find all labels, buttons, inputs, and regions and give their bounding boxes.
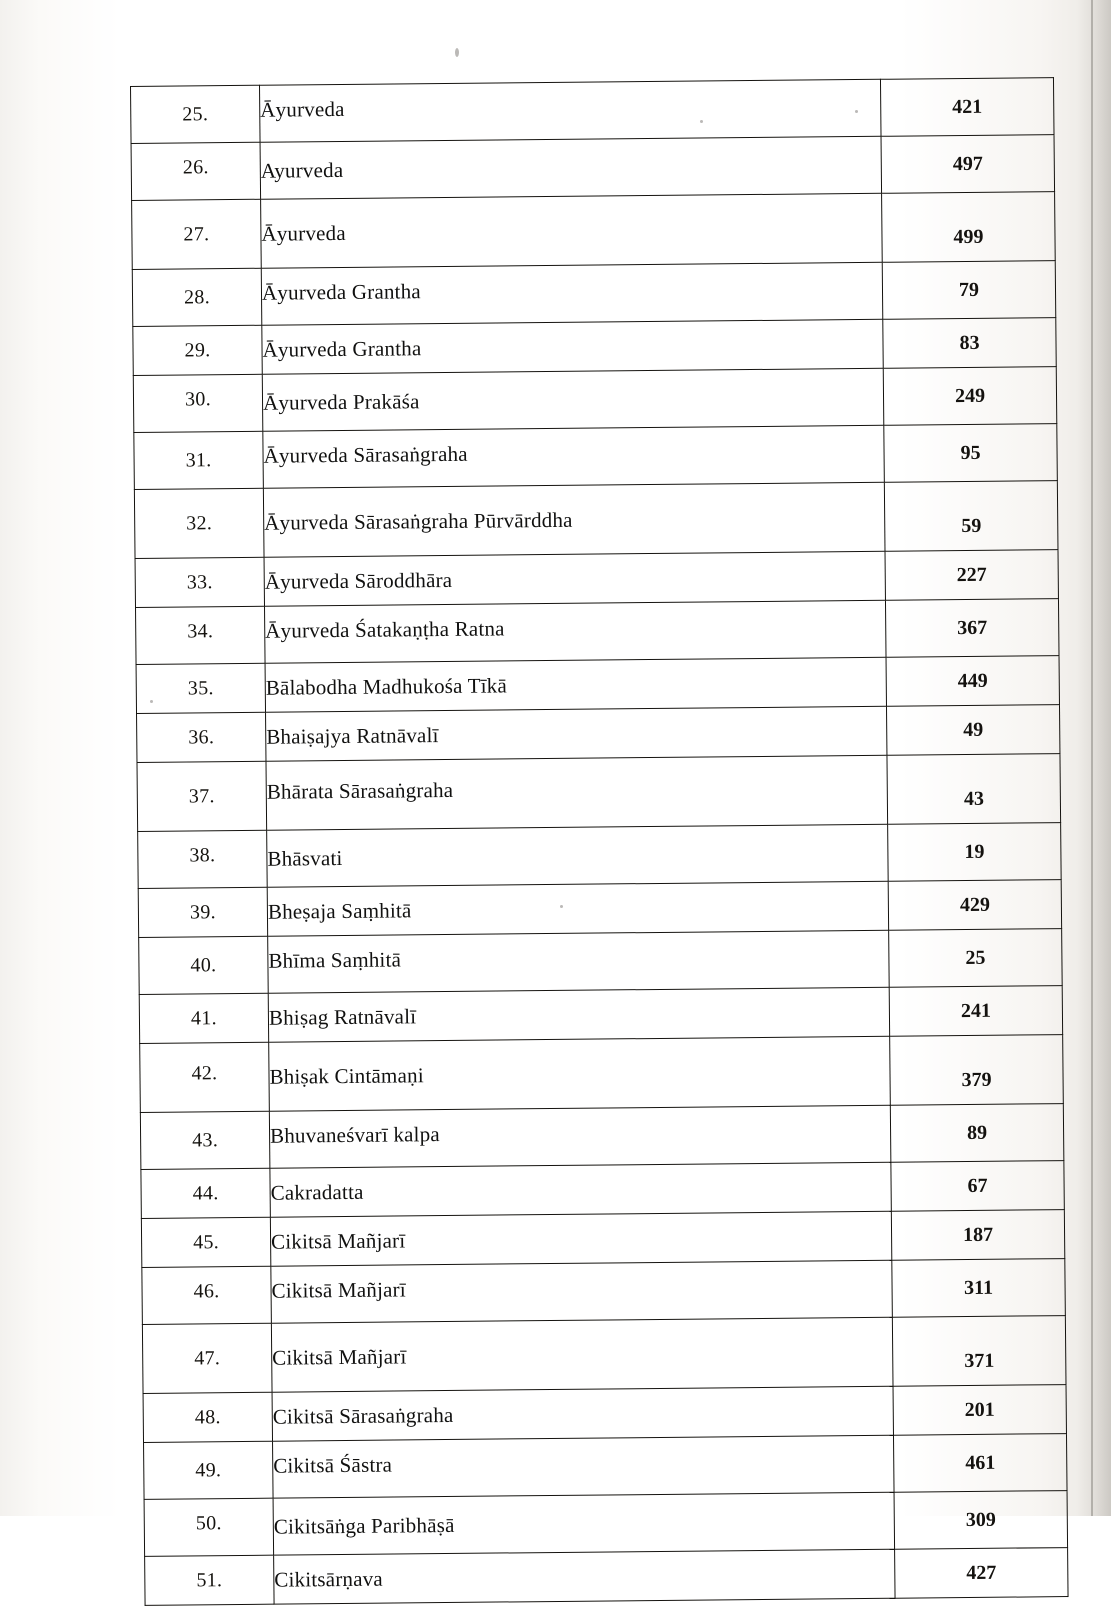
row-serial-number: 39. — [138, 887, 267, 937]
row-page-number: 311 — [892, 1259, 1066, 1318]
row-page-number: 187 — [891, 1210, 1064, 1261]
row-title: Cikitsārṇava — [274, 1549, 895, 1604]
row-page-number: 25 — [889, 929, 1063, 988]
table-row — [140, 1035, 1064, 1113]
row-page-number: 367 — [885, 599, 1059, 658]
row-serial-number: 37. — [137, 761, 267, 831]
row-page-number: 497 — [881, 135, 1055, 194]
table-row — [133, 318, 1056, 376]
row-page-number: 371 — [892, 1316, 1066, 1387]
row-page-number: 59 — [884, 481, 1058, 552]
row-page-number: 79 — [882, 261, 1056, 320]
table-row — [139, 929, 1063, 995]
table-row — [136, 656, 1059, 714]
row-page-number: 49 — [886, 705, 1059, 756]
row-title: Bhaiṣajya Ratnāvalī — [266, 706, 887, 761]
row-serial-number: 35. — [136, 663, 265, 713]
row-serial-number: 34. — [136, 606, 266, 664]
row-serial-number: 31. — [134, 431, 264, 489]
row-serial-number: 40. — [139, 936, 269, 994]
row-title: Āyurveda Prakāśa — [262, 368, 884, 431]
row-serial-number: 29. — [133, 325, 262, 375]
row-serial-number: 26. — [131, 142, 261, 200]
row-serial-number: 38. — [138, 830, 268, 888]
table-row — [137, 754, 1061, 832]
row-serial-number: 44. — [141, 1168, 270, 1218]
row-page-number: 499 — [882, 192, 1056, 263]
row-serial-number: 30. — [133, 374, 263, 432]
row-title: Āyurveda — [259, 79, 881, 142]
row-page-number: 227 — [885, 550, 1058, 601]
table-row — [141, 1161, 1064, 1219]
row-title: Bhārata Sārasaṅgraha — [266, 755, 888, 830]
table-row — [142, 1259, 1066, 1325]
row-title: Cikitsā Mañjarī — [271, 1317, 893, 1392]
row-title: Āyurveda Grantha — [262, 319, 883, 374]
table-row — [138, 880, 1061, 938]
index-table-container — [130, 77, 1065, 1606]
row-title: Bhīma Saṃhitā — [268, 930, 890, 993]
row-title: Āyurveda Grantha — [261, 262, 883, 325]
row-page-number: 449 — [886, 656, 1059, 707]
row-page-number: 379 — [890, 1035, 1064, 1106]
row-title: Āyurveda Sāroddhāra — [264, 551, 885, 606]
table-row — [136, 599, 1060, 665]
row-page-number: 309 — [894, 1491, 1068, 1550]
row-page-number: 83 — [883, 318, 1056, 369]
row-serial-number: 47. — [142, 1323, 272, 1393]
row-serial-number: 33. — [135, 557, 264, 607]
row-title: Āyurveda — [261, 193, 883, 268]
row-serial-number: 46. — [142, 1266, 272, 1324]
row-title: Bālabodha Madhukośa Tīkā — [265, 657, 886, 712]
row-page-number: 201 — [893, 1385, 1066, 1436]
row-serial-number: 43. — [140, 1111, 270, 1169]
row-title: Cikitsā Mañjarī — [270, 1211, 891, 1266]
row-serial-number: 41. — [139, 993, 268, 1043]
row-page-number: 19 — [888, 823, 1062, 882]
table-row — [135, 550, 1058, 608]
table-row — [133, 367, 1057, 433]
table-row — [141, 1210, 1064, 1268]
row-title: Bhuvaneśvarī kalpa — [269, 1105, 891, 1168]
table-row — [145, 1548, 1068, 1606]
table-row — [139, 986, 1062, 1044]
page-edge-line — [1091, 0, 1093, 1516]
row-title: Cakradatta — [270, 1162, 891, 1217]
scan-speck — [455, 48, 459, 57]
row-title: Āyurveda Sārasaṅgraha — [263, 425, 885, 488]
row-title: Bhiṣag Ratnāvalī — [268, 987, 889, 1042]
row-serial-number: 48. — [143, 1392, 272, 1442]
row-serial-number: 36. — [137, 712, 266, 762]
index-table — [130, 77, 1069, 1606]
row-title: Bhiṣak Cintāmaṇi — [269, 1036, 891, 1111]
row-serial-number: 45. — [141, 1217, 270, 1267]
table-row — [140, 1104, 1064, 1170]
row-page-number: 427 — [895, 1548, 1068, 1599]
row-title: Bhāsvati — [267, 824, 889, 887]
row-serial-number: 27. — [132, 199, 262, 269]
row-title: Cikitsā Śāstra — [273, 1435, 895, 1498]
table-row — [137, 705, 1060, 763]
row-serial-number: 49. — [144, 1441, 274, 1499]
table-row — [134, 424, 1058, 490]
table-row — [138, 823, 1062, 889]
row-title: Cikitsāṅga Paribhāṣā — [273, 1492, 895, 1555]
row-serial-number: 42. — [140, 1042, 270, 1112]
page-edge-shadow — [1077, 0, 1111, 1516]
row-page-number: 429 — [888, 880, 1061, 931]
row-title: Ayurveda — [260, 136, 882, 199]
row-serial-number: 50. — [144, 1498, 274, 1556]
row-title: Cikitsā Mañjarī — [271, 1260, 893, 1323]
row-serial-number: 51. — [145, 1555, 274, 1605]
table-row — [134, 481, 1058, 559]
row-serial-number: 28. — [132, 268, 262, 326]
row-page-number: 67 — [891, 1161, 1064, 1212]
row-title: Āyurveda Sārasaṅgraha Pūrvārddha — [263, 482, 885, 557]
row-page-number: 461 — [893, 1434, 1067, 1493]
row-page-number: 241 — [889, 986, 1062, 1037]
row-page-number: 95 — [884, 424, 1058, 483]
row-serial-number: 32. — [134, 488, 264, 558]
row-title: Cikitsā Sārasaṅgraha — [272, 1386, 893, 1441]
table-row — [143, 1385, 1066, 1443]
row-serial-number: 25. — [131, 85, 261, 143]
row-page-number: 89 — [890, 1104, 1064, 1163]
row-title: Bheṣaja Saṃhitā — [267, 881, 888, 936]
table-row — [144, 1434, 1068, 1500]
table-row — [131, 135, 1055, 201]
row-title: Āyurveda Śatakaṇṭha Ratna — [265, 600, 887, 663]
row-page-number: 43 — [887, 754, 1061, 825]
row-page-number: 249 — [883, 367, 1057, 426]
table-row — [144, 1491, 1068, 1557]
table-row — [132, 261, 1056, 327]
table-row — [132, 192, 1056, 270]
table-row — [142, 1316, 1066, 1394]
table-row — [131, 78, 1055, 144]
row-page-number: 421 — [880, 78, 1054, 137]
